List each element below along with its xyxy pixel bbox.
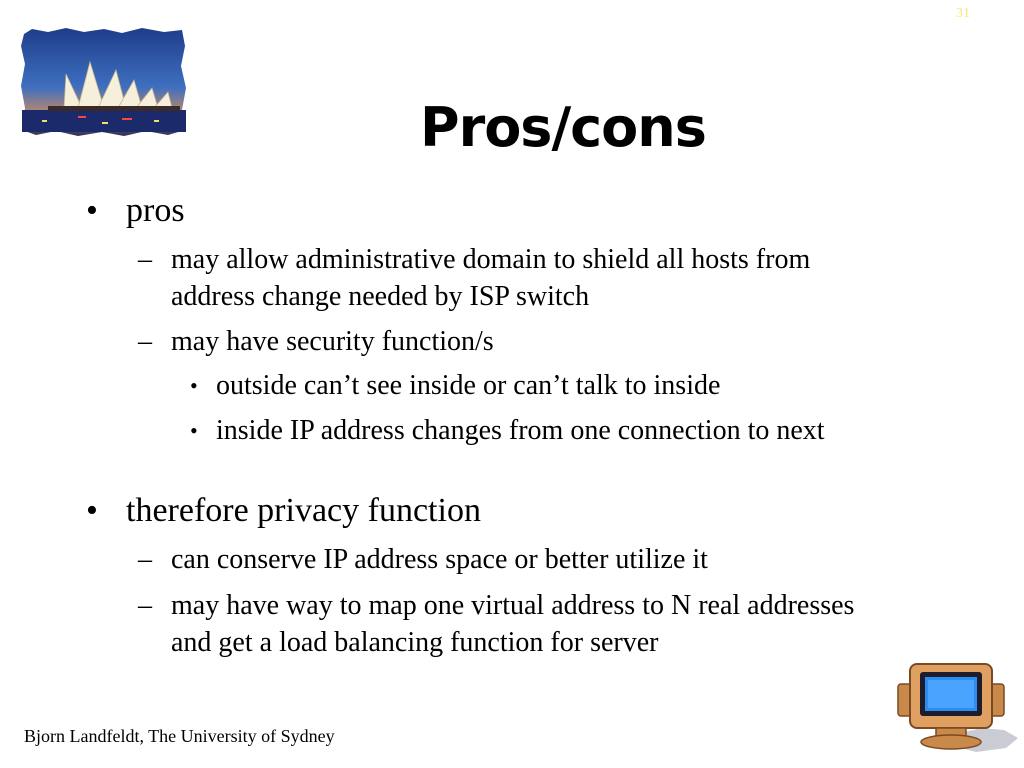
sub-bullet-text: may allow administrative domain to shield all hosts from address change needed by ISP switch [171,244,811,312]
sub-bullet-text: may have way to map one virtual address to N real addresses and get a load balancing function for server [171,590,855,658]
footer-credit: Bjorn Landfeldt, The University of Sydney [24,726,335,746]
dash-marker: – [138,590,152,621]
sub-sub-bullet-text: inside IP address changes from one connection to next [216,415,825,446]
bullet-marker: • [190,418,198,443]
slide-number: 31 [956,6,970,21]
dash-marker: – [138,326,152,357]
bullet-text: pros [126,192,185,229]
dash-marker: – [138,244,152,275]
page-title: Pros/cons [420,96,706,159]
bullet-marker: • [190,373,198,398]
sub-sub-bullet-text: outside can’t see inside or can’t talk to inside [216,370,721,401]
sub-bullet-text: can conserve IP address space or better utilize it [171,544,708,575]
dash-marker: – [138,544,152,575]
bullet-text: therefore privacy function [126,492,481,529]
bullet-marker: • [86,192,98,229]
bullet-marker: • [86,492,98,529]
computer-monitor-icon [896,658,1020,754]
sub-bullet-text: may have security function/s [171,326,494,357]
